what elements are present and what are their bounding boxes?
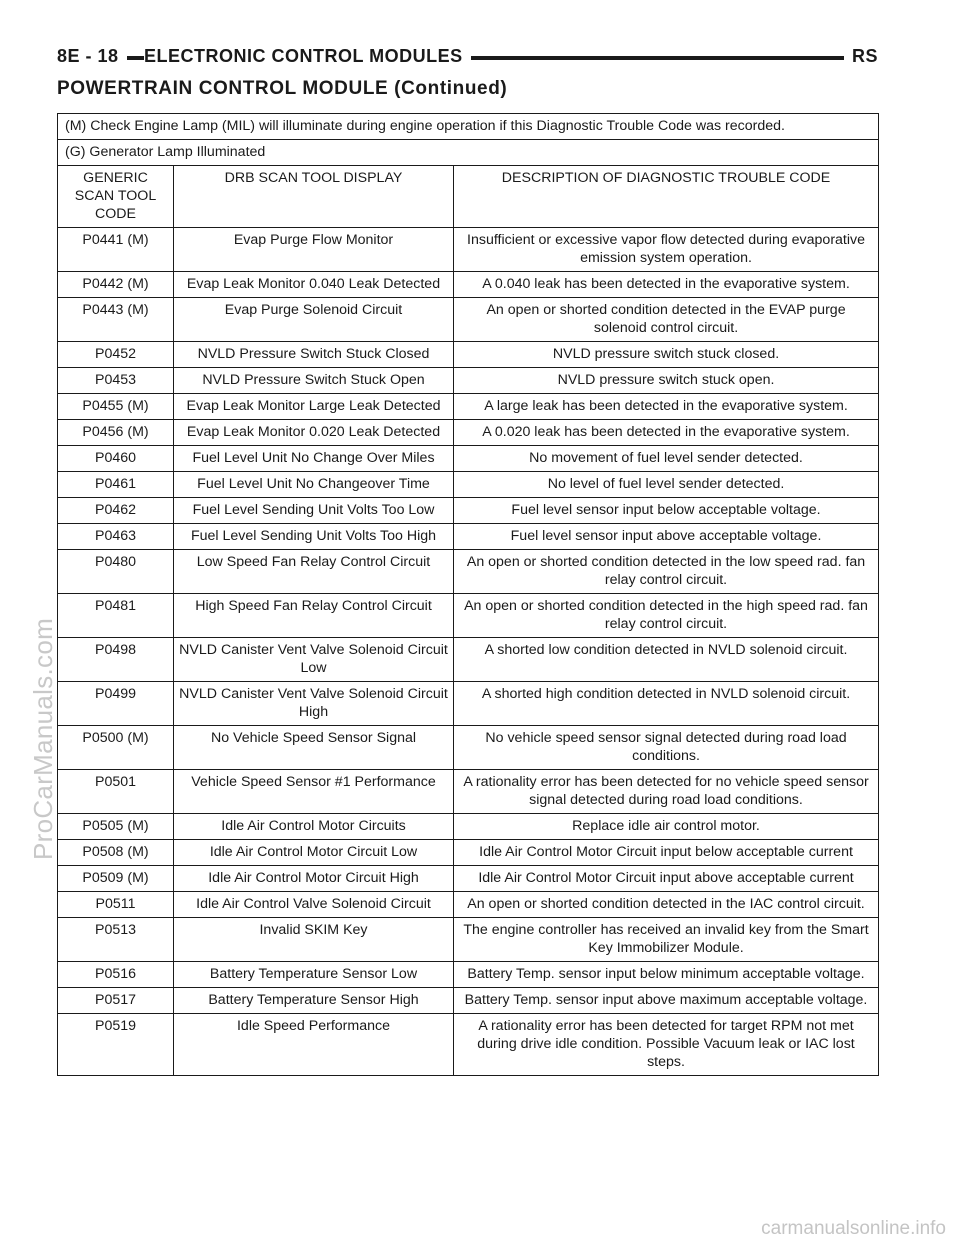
dtc-code-cell: P0481 <box>58 594 174 638</box>
table-row <box>58 272 879 298</box>
scan-display-cell: Evap Leak Monitor 0.040 Leak Detected <box>174 272 454 298</box>
dtc-code-cell: P0508 (M) <box>58 840 174 866</box>
description-cell: Replace idle air control motor. <box>454 814 879 840</box>
scan-display-cell: Evap Purge Solenoid Circuit <box>174 298 454 342</box>
dtc-code-cell: P0452 <box>58 342 174 368</box>
dtc-code-cell: P0517 <box>58 988 174 1014</box>
table-row <box>58 472 879 498</box>
dtc-code-cell: P0499 <box>58 682 174 726</box>
dtc-code-cell: P0463 <box>58 524 174 550</box>
description-cell: Idle Air Control Motor Circuit input above acceptable current <box>454 866 879 892</box>
description-cell: An open or shorted condition detected in the low speed rad. fan relay control circuit. <box>454 550 879 594</box>
description-cell: A rationality error has been detected for target RPM not met during drive idle condition. Possible Vacuum leak or IAC lost steps. <box>454 1014 879 1076</box>
scan-display-cell: No Vehicle Speed Sensor Signal <box>174 726 454 770</box>
description-cell: No movement of fuel level sender detected. <box>454 446 879 472</box>
table-row <box>58 840 879 866</box>
scan-display-cell: Low Speed Fan Relay Control Circuit <box>174 550 454 594</box>
table-row <box>58 726 879 770</box>
dtc-code-cell: P0509 (M) <box>58 866 174 892</box>
table-row <box>58 988 879 1014</box>
scan-display-cell: Battery Temperature Sensor Low <box>174 962 454 988</box>
table-row <box>58 918 879 962</box>
table-row <box>58 550 879 594</box>
table-row <box>58 594 879 638</box>
table-row <box>58 866 879 892</box>
dtc-code-cell: P0505 (M) <box>58 814 174 840</box>
table-row <box>58 962 879 988</box>
dtc-code-cell: P0511 <box>58 892 174 918</box>
scan-display-cell: Evap Purge Flow Monitor <box>174 228 454 272</box>
scan-display-cell: Fuel Level Unit No Changeover Time <box>174 472 454 498</box>
scan-display-cell: Idle Air Control Motor Circuit High <box>174 866 454 892</box>
description-cell: A shorted high condition detected in NVLD solenoid circuit. <box>454 682 879 726</box>
column-header-display: DRB SCAN TOOL DISPLAY <box>174 166 454 228</box>
bottom-watermark: carmanualsonline.info <box>761 1218 946 1239</box>
note-row <box>58 140 879 166</box>
table-row <box>58 638 879 682</box>
scan-display-cell: Battery Temperature Sensor High <box>174 988 454 1014</box>
note-mil: (M) Check Engine Lamp (MIL) will illuminate during engine operation if this Diagnostic Trouble Code was recorded. <box>58 114 879 140</box>
table-row <box>58 228 879 272</box>
scan-display-cell: Idle Air Control Motor Circuits <box>174 814 454 840</box>
description-cell: Idle Air Control Motor Circuit input below acceptable current <box>454 840 879 866</box>
description-cell: NVLD pressure switch stuck open. <box>454 368 879 394</box>
dtc-code-cell: P0441 (M) <box>58 228 174 272</box>
dtc-code-cell: P0455 (M) <box>58 394 174 420</box>
dtc-code-cell: P0443 (M) <box>58 298 174 342</box>
dtc-code-cell: P0462 <box>58 498 174 524</box>
scan-display-cell: NVLD Canister Vent Valve Solenoid Circuit Low <box>174 638 454 682</box>
dtc-code-cell: P0498 <box>58 638 174 682</box>
description-cell: Battery Temp. sensor input above maximum acceptable voltage. <box>454 988 879 1014</box>
table-row <box>58 298 879 342</box>
dtc-code-cell: P0442 (M) <box>58 272 174 298</box>
description-cell: The engine controller has received an invalid key from the Smart Key Immobilizer Module. <box>454 918 879 962</box>
table-row <box>58 1014 879 1076</box>
description-cell: Battery Temp. sensor input below minimum acceptable voltage. <box>454 962 879 988</box>
continued-title: POWERTRAIN CONTROL MODULE (Continued) <box>57 78 508 99</box>
description-cell: Fuel level sensor input above acceptable voltage. <box>454 524 879 550</box>
dtc-table <box>57 113 879 1076</box>
table-row <box>58 682 879 726</box>
table-row <box>58 814 879 840</box>
description-cell: No level of fuel level sender detected. <box>454 472 879 498</box>
scan-display-cell: NVLD Canister Vent Valve Solenoid Circuit High <box>174 682 454 726</box>
description-cell: Fuel level sensor input below acceptable voltage. <box>454 498 879 524</box>
scan-display-cell: Evap Leak Monitor 0.020 Leak Detected <box>174 420 454 446</box>
scan-display-cell: Invalid SKIM Key <box>174 918 454 962</box>
description-cell: NVLD pressure switch stuck closed. <box>454 342 879 368</box>
scan-display-cell: NVLD Pressure Switch Stuck Open <box>174 368 454 394</box>
table-row <box>58 498 879 524</box>
scan-display-cell: NVLD Pressure Switch Stuck Closed <box>174 342 454 368</box>
dtc-code-cell: P0480 <box>58 550 174 594</box>
page-header <box>57 46 878 70</box>
table-row <box>58 892 879 918</box>
scan-display-cell: Evap Leak Monitor Large Leak Detected <box>174 394 454 420</box>
description-cell: A 0.040 leak has been detected in the evaporative system. <box>454 272 879 298</box>
section-title: ELECTRONIC CONTROL MODULES <box>144 46 471 67</box>
description-cell: Insufficient or excessive vapor flow detected during evaporative emission system operation. <box>454 228 879 272</box>
dtc-code-cell: P0516 <box>58 962 174 988</box>
side-watermark: ProCarManuals.com <box>28 617 58 860</box>
description-cell: A rationality error has been detected for no vehicle speed sensor signal detected during road load conditions. <box>454 770 879 814</box>
scan-display-cell: High Speed Fan Relay Control Circuit <box>174 594 454 638</box>
column-header-row <box>58 166 879 228</box>
description-cell: An open or shorted condition detected in the IAC control circuit. <box>454 892 879 918</box>
dtc-code-cell: P0453 <box>58 368 174 394</box>
table-row <box>58 368 879 394</box>
description-cell: An open or shorted condition detected in the high speed rad. fan relay control circuit. <box>454 594 879 638</box>
dtc-code-cell: P0501 <box>58 770 174 814</box>
scan-display-cell: Fuel Level Sending Unit Volts Too High <box>174 524 454 550</box>
scan-display-cell: Fuel Level Unit No Change Over Miles <box>174 446 454 472</box>
scan-display-cell: Idle Air Control Valve Solenoid Circuit <box>174 892 454 918</box>
dtc-code-cell: P0519 <box>58 1014 174 1076</box>
dtc-code-cell: P0513 <box>58 918 174 962</box>
scan-display-cell: Idle Air Control Motor Circuit Low <box>174 840 454 866</box>
dtc-code-cell: P0500 (M) <box>58 726 174 770</box>
table-row <box>58 524 879 550</box>
column-header-description: DESCRIPTION OF DIAGNOSTIC TROUBLE CODE <box>454 166 879 228</box>
dtc-code-cell: P0456 (M) <box>58 420 174 446</box>
description-cell: A shorted low condition detected in NVLD solenoid circuit. <box>454 638 879 682</box>
scan-display-cell: Vehicle Speed Sensor #1 Performance <box>174 770 454 814</box>
scan-display-cell: Fuel Level Sending Unit Volts Too Low <box>174 498 454 524</box>
model-code: RS <box>844 46 878 67</box>
description-cell: A large leak has been detected in the evaporative system. <box>454 394 879 420</box>
description-cell: A 0.020 leak has been detected in the evaporative system. <box>454 420 879 446</box>
dtc-code-cell: P0461 <box>58 472 174 498</box>
scan-display-cell: Idle Speed Performance <box>174 1014 454 1076</box>
table-row <box>58 394 879 420</box>
description-cell: No vehicle speed sensor signal detected during road load conditions. <box>454 726 879 770</box>
table-row <box>58 420 879 446</box>
table-row <box>58 342 879 368</box>
table-row <box>58 770 879 814</box>
note-row <box>58 114 879 140</box>
note-generator: (G) Generator Lamp Illuminated <box>58 140 879 166</box>
dtc-code-cell: P0460 <box>58 446 174 472</box>
column-header-code: GENERIC SCAN TOOL CODE <box>58 166 174 228</box>
table-row <box>58 446 879 472</box>
page-number: 8E - 18 <box>57 46 127 67</box>
description-cell: An open or shorted condition detected in the EVAP purge solenoid control circuit. <box>454 298 879 342</box>
